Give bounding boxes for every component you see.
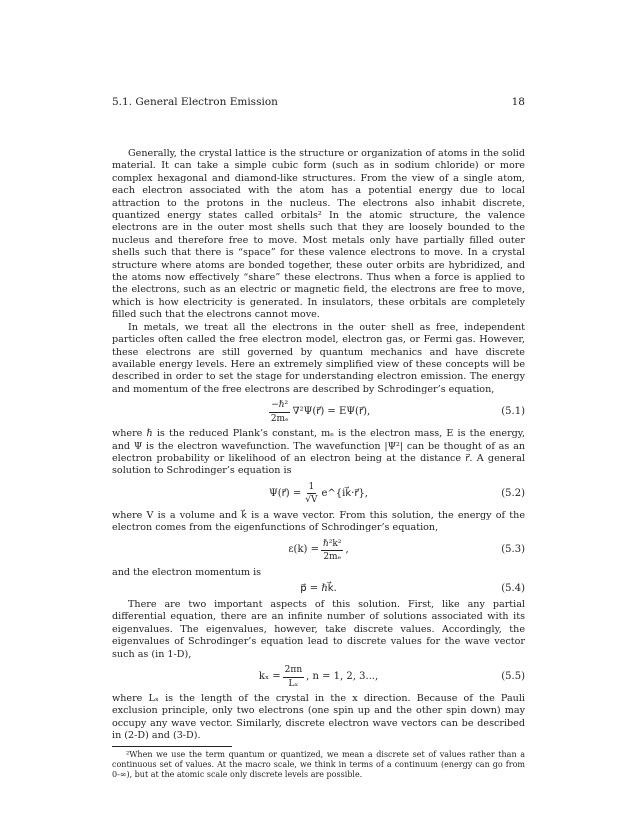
equation-5-2: Ψ(r⃗) = $\frac{1}{√V}$ e^{ik⃗·r⃗}, (5.2) <box>269 481 525 506</box>
running-head <box>112 96 525 108</box>
paragraph-1: Generally, the crystal lattice is the structure or organization of atoms in the solid material. It can take a simple cubic form (such as in sodium chloride) or more complex hexagonal and diamond-like structures. From the view of a single atom, each electron associated with the atom has a potential energy due to local attraction to the protons in the nucleus. The electrons also inhabit discrete, quantized energy states called orbitals² In the atomic structure, the valence electrons are in the outer most shells such that they are loosely bounded to the nucleus and therefore free to move. Most metals only have partially filled outer shells such that there is “space” for these valence electrons to move. In a crystal structure where atoms are bonded together, these outer orbits are hybridized, and the atoms now effectively “share” these electrons. Thus when a force is applied to the electrons, such as an electric or magnetic field, the electrons are free to move, which is how electricity is generated. In insulators, these orbitals are completely filled such that the electrons cannot move. <box>112 148 525 321</box>
footnote: ²When we use the term quantum or quantized, we mean a discrete set of values rather than a continuous set of values. At the macro scale, we think in terms of a continuum (energy can go from 0-∞), but at the atomic scale only discrete levels are possible. <box>112 749 525 779</box>
equation-5-1: $\frac{\text{−ℏ²}}{\text{2mₑ}}$ ∇²Ψ(r⃗) = EΨ(r⃗), (5.1) <box>270 400 525 424</box>
equation-5-4: p⃗ = ℏk⃗. (5.4) <box>300 582 525 594</box>
equation-number: (5.5) <box>501 670 525 682</box>
fraction: $\frac{\text{−ℏ²}}{\text{2mₑ}}$ <box>270 400 289 424</box>
section-title: 5.1. General Electron Emission <box>112 96 278 108</box>
paragraph-2: In metals, we treat all the electrons in the outer shell as free, independent particles often called the free electron model, electron gas, or Fermi gas. However, these electrons are still governed by quantum mechanics and have discrete available energy levels. Here an extremely simplified view of these concepts will be described in order to set the stage for understanding electron emission. The energy and momentum of the free electrons are described by Schrodinger’s equation, <box>112 321 525 395</box>
equation-number: (5.3) <box>501 544 525 556</box>
equation-5-5: kₓ = $\frac{2\pi n}{\text{Lₓ}}$ , n = 1, 2, 3..., (5.5) <box>258 665 525 689</box>
footnote-rule <box>112 746 232 747</box>
paragraph-7: where Lₓ is the length of the crystal in the x direction. Because of the Pauli exclusion principle, only two electrons (one spin up and the other spin down) may occupy any wave vector. Similarly, discrete electron wave vectors can be described in (2-D) and (3-D). <box>112 693 525 742</box>
equation-5-3: ε(k) = $\frac{\text{ℏ²k²}}{\text{2mₑ}}$ , (5.3) <box>288 538 525 563</box>
paragraph-4: where V is a volume and k⃗ is a wave vector. From this solution, the energy of the electron comes from the eigenfunctions of Schrodinger’s equation, <box>112 509 525 534</box>
fraction: $\frac{\text{ℏ²k²}}{\text{2mₑ}}$ <box>322 538 342 563</box>
paragraph-3: where ℏ is the reduced Plank’s constant, mₑ is the electron mass, E is the energy, and Ψ is the electron wavefunction. The wavefunction |Ψ²| can be thought of as an electron probability or likelihood of an electron being at the distance r⃗. A general solution to Schrodinger’s equation is <box>112 428 525 477</box>
equation-number: (5.4) <box>501 582 525 594</box>
equation-number: (5.2) <box>501 487 525 499</box>
fraction: $\frac{1}{√V}$ <box>305 481 318 506</box>
page-number: 18 <box>511 96 525 108</box>
equation-number: (5.1) <box>501 405 525 417</box>
paragraph-5: and the electron momentum is <box>112 566 262 578</box>
body-text <box>112 148 525 780</box>
fraction: $\frac{2\pi n}{\text{Lₓ}}$ <box>284 665 303 689</box>
paragraph-6: There are two important aspects of this solution. First, like any partial differential equation, there are an infinite number of solutions associated with its eigenvalues. The eigenvalues, however, take discrete values. Accordingly, the eigenvalues of Schrodinger’s equation lead to discrete values for the wave vector such as (in 1-D), <box>112 598 525 660</box>
